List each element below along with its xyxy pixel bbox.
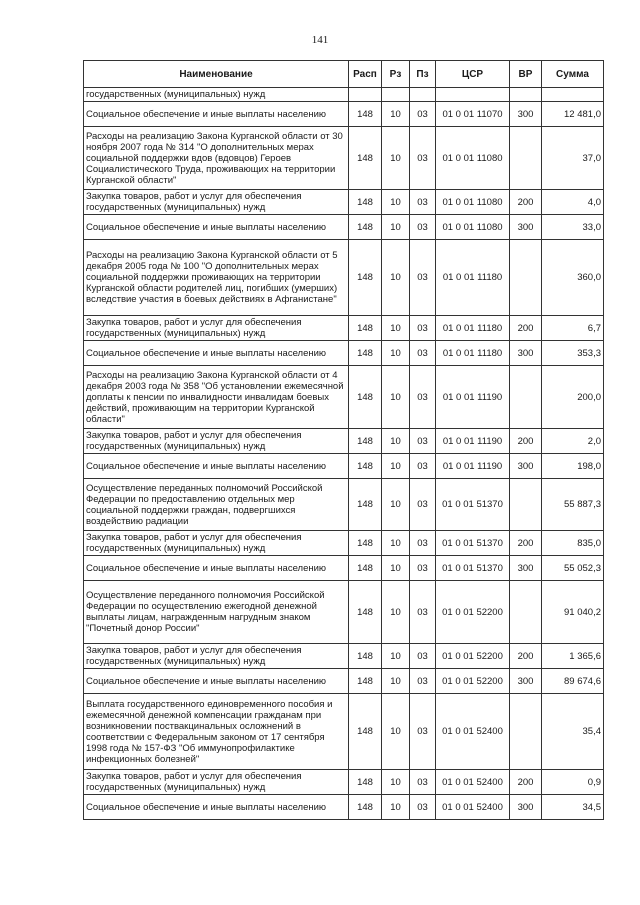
header-vr: ВР bbox=[510, 61, 542, 88]
row-vr-cell bbox=[510, 366, 542, 429]
row-vr-cell bbox=[510, 581, 542, 644]
row-rasp-cell: 148 bbox=[349, 341, 382, 366]
row-name-cell: Социальное обеспечение и иные выплаты населению bbox=[84, 341, 349, 366]
table-row bbox=[84, 770, 604, 795]
table-row bbox=[84, 240, 604, 316]
row-rasp-cell: 148 bbox=[349, 556, 382, 581]
row-rasp-cell: 148 bbox=[349, 190, 382, 215]
row-rz-cell: 10 bbox=[382, 316, 410, 341]
row-vr-cell: 300 bbox=[510, 556, 542, 581]
header-name: Наименование bbox=[84, 61, 349, 88]
row-rasp-cell: 148 bbox=[349, 531, 382, 556]
table-row bbox=[84, 454, 604, 479]
row-rz-cell: 10 bbox=[382, 102, 410, 127]
row-sum-cell: 835,0 bbox=[542, 531, 604, 556]
row-pz-cell bbox=[410, 88, 436, 102]
row-csr-cell: 01 0 01 52200 bbox=[436, 581, 510, 644]
page-number: 141 bbox=[311, 34, 329, 46]
table-header-row bbox=[84, 61, 604, 88]
header-sum: Сумма bbox=[542, 61, 604, 88]
table-row bbox=[84, 341, 604, 366]
header-csr: ЦСР bbox=[436, 61, 510, 88]
row-csr-cell: 01 0 01 11070 bbox=[436, 102, 510, 127]
row-rz-cell: 10 bbox=[382, 479, 410, 531]
row-rz-cell: 10 bbox=[382, 215, 410, 240]
row-sum-cell: 0,9 bbox=[542, 770, 604, 795]
row-sum-cell: 37,0 bbox=[542, 127, 604, 190]
row-name-cell: Расходы на реализацию Закона Курганской области от 4 декабря 2003 года № 358 "Об установлении ежемесячной доплаты к пенсии по инвалидности инвалидам боевых действий, проживающим на территории Курганской области" bbox=[84, 366, 349, 429]
row-vr-cell: 200 bbox=[510, 770, 542, 795]
row-pz-cell: 03 bbox=[410, 366, 436, 429]
row-csr-cell: 01 0 01 52400 bbox=[436, 694, 510, 770]
row-pz-cell: 03 bbox=[410, 479, 436, 531]
row-sum-cell: 91 040,2 bbox=[542, 581, 604, 644]
row-name-cell: Осуществление переданного полномочия Российской Федерации по осуществлению ежегодной денежной выплаты лицам, награжденным нагрудным знаком "Почетный донор России" bbox=[84, 581, 349, 644]
table-row bbox=[84, 366, 604, 429]
row-sum-cell: 2,0 bbox=[542, 429, 604, 454]
row-pz-cell: 03 bbox=[410, 531, 436, 556]
row-rasp-cell: 148 bbox=[349, 581, 382, 644]
row-rasp-cell bbox=[349, 88, 382, 102]
table-row bbox=[84, 556, 604, 581]
row-csr-cell: 01 0 01 11080 bbox=[436, 190, 510, 215]
header-rasp: Расп bbox=[349, 61, 382, 88]
row-vr-cell: 200 bbox=[510, 190, 542, 215]
row-csr-cell bbox=[436, 88, 510, 102]
row-rasp-cell: 148 bbox=[349, 669, 382, 694]
row-sum-cell: 360,0 bbox=[542, 240, 604, 316]
row-pz-cell: 03 bbox=[410, 770, 436, 795]
row-vr-cell bbox=[510, 694, 542, 770]
table-row bbox=[84, 644, 604, 669]
row-sum-cell: 200,0 bbox=[542, 366, 604, 429]
row-rasp-cell: 148 bbox=[349, 366, 382, 429]
row-rz-cell: 10 bbox=[382, 669, 410, 694]
row-rz-cell: 10 bbox=[382, 429, 410, 454]
row-rz-cell: 10 bbox=[382, 694, 410, 770]
row-rz-cell: 10 bbox=[382, 795, 410, 820]
row-name-cell: Закупка товаров, работ и услуг для обеспечения государственных (муниципальных) нужд bbox=[84, 429, 349, 454]
row-rz-cell: 10 bbox=[382, 581, 410, 644]
table-row bbox=[84, 102, 604, 127]
row-rasp-cell: 148 bbox=[349, 316, 382, 341]
row-csr-cell: 01 0 01 51370 bbox=[436, 531, 510, 556]
row-pz-cell: 03 bbox=[410, 316, 436, 341]
row-csr-cell: 01 0 01 11080 bbox=[436, 215, 510, 240]
row-rz-cell: 10 bbox=[382, 190, 410, 215]
row-rasp-cell: 148 bbox=[349, 240, 382, 316]
row-vr-cell: 200 bbox=[510, 531, 542, 556]
row-name-cell: Закупка товаров, работ и услуг для обеспечения государственных (муниципальных) нужд bbox=[84, 644, 349, 669]
row-sum-cell: 89 674,6 bbox=[542, 669, 604, 694]
row-name-cell: Закупка товаров, работ и услуг для обеспечения государственных (муниципальных) нужд bbox=[84, 770, 349, 795]
row-vr-cell bbox=[510, 479, 542, 531]
row-csr-cell: 01 0 01 11190 bbox=[436, 454, 510, 479]
row-name-cell: Закупка товаров, работ и услуг для обеспечения государственных (муниципальных) нужд bbox=[84, 190, 349, 215]
row-name-cell: Социальное обеспечение и иные выплаты населению bbox=[84, 454, 349, 479]
row-name-cell: Расходы на реализацию Закона Курганской области от 30 ноября 2007 года № 314 "О дополнительных мерах социальной поддержки вдов (вдовцов) Героев Социалистического Труда, проживающих на территории Курганской области" bbox=[84, 127, 349, 190]
header-rz: Рз bbox=[382, 61, 410, 88]
row-sum-cell: 12 481,0 bbox=[542, 102, 604, 127]
budget-table bbox=[83, 60, 604, 820]
row-rz-cell: 10 bbox=[382, 366, 410, 429]
row-sum-cell: 35,4 bbox=[542, 694, 604, 770]
row-vr-cell: 200 bbox=[510, 644, 542, 669]
row-vr-cell bbox=[510, 127, 542, 190]
row-pz-cell: 03 bbox=[410, 240, 436, 316]
header-pz: Пз bbox=[410, 61, 436, 88]
row-csr-cell: 01 0 01 11180 bbox=[436, 316, 510, 341]
row-pz-cell: 03 bbox=[410, 102, 436, 127]
row-pz-cell: 03 bbox=[410, 429, 436, 454]
table-row bbox=[84, 316, 604, 341]
row-rasp-cell: 148 bbox=[349, 795, 382, 820]
table-row bbox=[84, 127, 604, 190]
table-row bbox=[84, 795, 604, 820]
row-rz-cell: 10 bbox=[382, 770, 410, 795]
row-sum-cell: 55 052,3 bbox=[542, 556, 604, 581]
row-csr-cell: 01 0 01 51370 bbox=[436, 556, 510, 581]
row-sum-cell: 198,0 bbox=[542, 454, 604, 479]
row-rasp-cell: 148 bbox=[349, 770, 382, 795]
row-rasp-cell: 148 bbox=[349, 215, 382, 240]
row-name-cell: Закупка товаров, работ и услуг для обеспечения государственных (муниципальных) нужд bbox=[84, 531, 349, 556]
row-vr-cell: 300 bbox=[510, 341, 542, 366]
row-pz-cell: 03 bbox=[410, 127, 436, 190]
row-sum-cell: 33,0 bbox=[542, 215, 604, 240]
row-name-cell: Социальное обеспечение и иные выплаты населению bbox=[84, 669, 349, 694]
row-csr-cell: 01 0 01 52200 bbox=[436, 644, 510, 669]
row-rz-cell: 10 bbox=[382, 127, 410, 190]
row-rz-cell: 10 bbox=[382, 644, 410, 669]
row-rasp-cell: 148 bbox=[349, 694, 382, 770]
row-sum-cell: 34,5 bbox=[542, 795, 604, 820]
row-vr-cell bbox=[510, 88, 542, 102]
row-sum-cell: 55 887,3 bbox=[542, 479, 604, 531]
row-sum-cell: 1 365,6 bbox=[542, 644, 604, 669]
table-row bbox=[84, 429, 604, 454]
row-vr-cell: 200 bbox=[510, 316, 542, 341]
row-pz-cell: 03 bbox=[410, 454, 436, 479]
row-pz-cell: 03 bbox=[410, 581, 436, 644]
row-vr-cell bbox=[510, 240, 542, 316]
row-name-cell: Выплата государственного единовременного пособия и ежемесячной денежной компенсации гражданам при возникновении поствакцинальных осложнений в соответствии с Федеральным законом от 17 сентября 1998 года № 157-ФЗ "Об иммунопрофилактике инфекционных болезней" bbox=[84, 694, 349, 770]
row-rasp-cell: 148 bbox=[349, 644, 382, 669]
row-csr-cell: 01 0 01 11180 bbox=[436, 240, 510, 316]
row-name-cell: Расходы на реализацию Закона Курганской области от 5 декабря 2005 года № 100 "О дополнительных мерах социальной поддержки проживающих на территории Курганской области родителей лиц, погибших (умерших) вследствие участия в боевых действиях в Афганистане" bbox=[84, 240, 349, 316]
row-vr-cell: 300 bbox=[510, 454, 542, 479]
row-name-cell: Осуществление переданных полномочий Российской Федерации по предоставлению отдельных мер социальной поддержки граждан, подвергшихся воздействию радиации bbox=[84, 479, 349, 531]
row-pz-cell: 03 bbox=[410, 556, 436, 581]
row-rasp-cell: 148 bbox=[349, 429, 382, 454]
row-rz-cell: 10 bbox=[382, 341, 410, 366]
row-pz-cell: 03 bbox=[410, 341, 436, 366]
row-pz-cell: 03 bbox=[410, 669, 436, 694]
table-row bbox=[84, 479, 604, 531]
row-csr-cell: 01 0 01 52400 bbox=[436, 795, 510, 820]
row-csr-cell: 01 0 01 51370 bbox=[436, 479, 510, 531]
row-pz-cell: 03 bbox=[410, 795, 436, 820]
row-csr-cell: 01 0 01 52200 bbox=[436, 669, 510, 694]
row-rz-cell: 10 bbox=[382, 556, 410, 581]
row-csr-cell: 01 0 01 11080 bbox=[436, 127, 510, 190]
row-pz-cell: 03 bbox=[410, 215, 436, 240]
row-rasp-cell: 148 bbox=[349, 127, 382, 190]
row-name-cell: Социальное обеспечение и иные выплаты населению bbox=[84, 795, 349, 820]
row-vr-cell: 300 bbox=[510, 215, 542, 240]
row-pz-cell: 03 bbox=[410, 694, 436, 770]
row-rasp-cell: 148 bbox=[349, 454, 382, 479]
row-name-cell: Закупка товаров, работ и услуг для обеспечения государственных (муниципальных) нужд bbox=[84, 316, 349, 341]
row-rz-cell bbox=[382, 88, 410, 102]
row-name-cell: Социальное обеспечение и иные выплаты населению bbox=[84, 102, 349, 127]
row-csr-cell: 01 0 01 11190 bbox=[436, 366, 510, 429]
table-row bbox=[84, 581, 604, 644]
row-rz-cell: 10 bbox=[382, 531, 410, 556]
row-sum-cell: 6,7 bbox=[542, 316, 604, 341]
table-row bbox=[84, 88, 604, 102]
row-vr-cell: 300 bbox=[510, 669, 542, 694]
row-pz-cell: 03 bbox=[410, 190, 436, 215]
row-vr-cell: 300 bbox=[510, 795, 542, 820]
row-rasp-cell: 148 bbox=[349, 479, 382, 531]
row-csr-cell: 01 0 01 11190 bbox=[436, 429, 510, 454]
table-row bbox=[84, 669, 604, 694]
row-rz-cell: 10 bbox=[382, 454, 410, 479]
row-rasp-cell: 148 bbox=[349, 102, 382, 127]
row-csr-cell: 01 0 01 52400 bbox=[436, 770, 510, 795]
row-vr-cell: 200 bbox=[510, 429, 542, 454]
row-csr-cell: 01 0 01 11180 bbox=[436, 341, 510, 366]
row-vr-cell: 300 bbox=[510, 102, 542, 127]
table-row bbox=[84, 190, 604, 215]
row-sum-cell: 4,0 bbox=[542, 190, 604, 215]
table-row bbox=[84, 531, 604, 556]
table-row bbox=[84, 215, 604, 240]
row-sum-cell bbox=[542, 88, 604, 102]
row-name-cell: Социальное обеспечение и иные выплаты населению bbox=[84, 215, 349, 240]
table-row bbox=[84, 694, 604, 770]
row-name-cell: государственных (муниципальных) нужд bbox=[84, 88, 349, 102]
row-sum-cell: 353,3 bbox=[542, 341, 604, 366]
row-name-cell: Социальное обеспечение и иные выплаты населению bbox=[84, 556, 349, 581]
row-rz-cell: 10 bbox=[382, 240, 410, 316]
row-pz-cell: 03 bbox=[410, 644, 436, 669]
